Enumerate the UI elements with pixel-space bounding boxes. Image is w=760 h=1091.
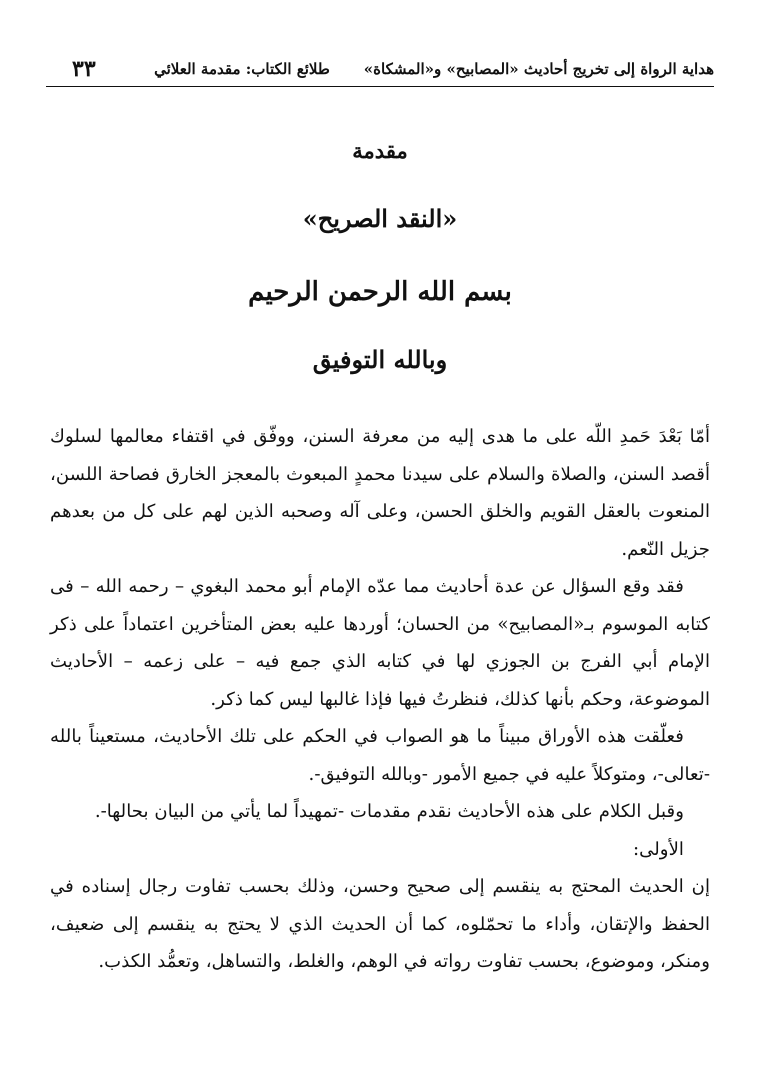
running-header [46,52,714,87]
body-text [50,418,710,981]
paragraph-preliminaries: وقبل الكلام على هذه الأحاديث نقدم مقدمات -تمهيداً لما يأتي من البيان بحالها-. [94,801,684,822]
book-name-heading: «النقد الصريح» [302,204,458,233]
basmala-heading: بسم الله الرحمن الرحيم [248,277,512,307]
paragraph-question: فقد وقع السؤال عن عدة أحاديث مما عدّه الإمام أبو محمد البغوي – رحمه الله – فى كتابه الموسوم بـ«المصابيح» من الحسان؛ أوردها عليه بعض المتأخرين اعتماداً على ذكر الإمام أبي الفرج بن الجوزي لها في كتابه الذي جمع فيه – على زعمه – الأحاديث الموضوعة، وحكم بأنها كذلك، فنظرتُ فيها فإذا غالبها ليس كما ذكر. [50,576,710,710]
tawfiq-heading: وبالله التوفيق [312,345,448,374]
introduction-heading: مقدمة [352,138,408,163]
paragraph-purpose: فعلّقت هذه الأوراق مبيناً ما هو الصواب في الحكم على تلك الأحاديث، مستعيناً بالله -تعالى-، ومتوكلاً عليه في جميع الأمور -وبالله التوفيق-. [50,726,710,785]
section-title: طلائع الكتاب: مقدمة العلائي [154,60,330,78]
book-title: هداية الرواة إلى تخريج أحاديث «المصابيح» و«المشكاة» [363,60,714,78]
paragraph-hadith-types: إن الحديث المحتج به ينقسم إلى صحيح وحسن، وذلك بحسب تفاوت رجال إسناده في الحفظ والإتقان، وأداء ما تحمّلوه، كما أن الحديث الذي لا يحتج به ينقسم إلى ضعيف، ومنكر، وموضوع، بحسب تفاوت رواته في الوهم، والغلط، والتساهل، وتعمُّد الكذب. [50,876,710,972]
header-titles [154,60,714,78]
page-number: ٣٣ [72,56,96,82]
paragraph-opening: أمّا بَعْدَ حَمدِ اللّه على ما هدى إليه من معرفة السنن، ووفّق في اقتفاء معالمها لسلوك أقصد السنن، والصلاة والسلام على سيدنا محمدٍ المبعوث بالمعجز الخارق فصاحة اللسن، المنعوت بالعقل القويم والخلق الحسن، وعلى آله وصحبه الذين لهم على كل من بعدهم جزيل النّعم. [50,426,710,560]
section-label-first: الأولى: [632,838,684,860]
